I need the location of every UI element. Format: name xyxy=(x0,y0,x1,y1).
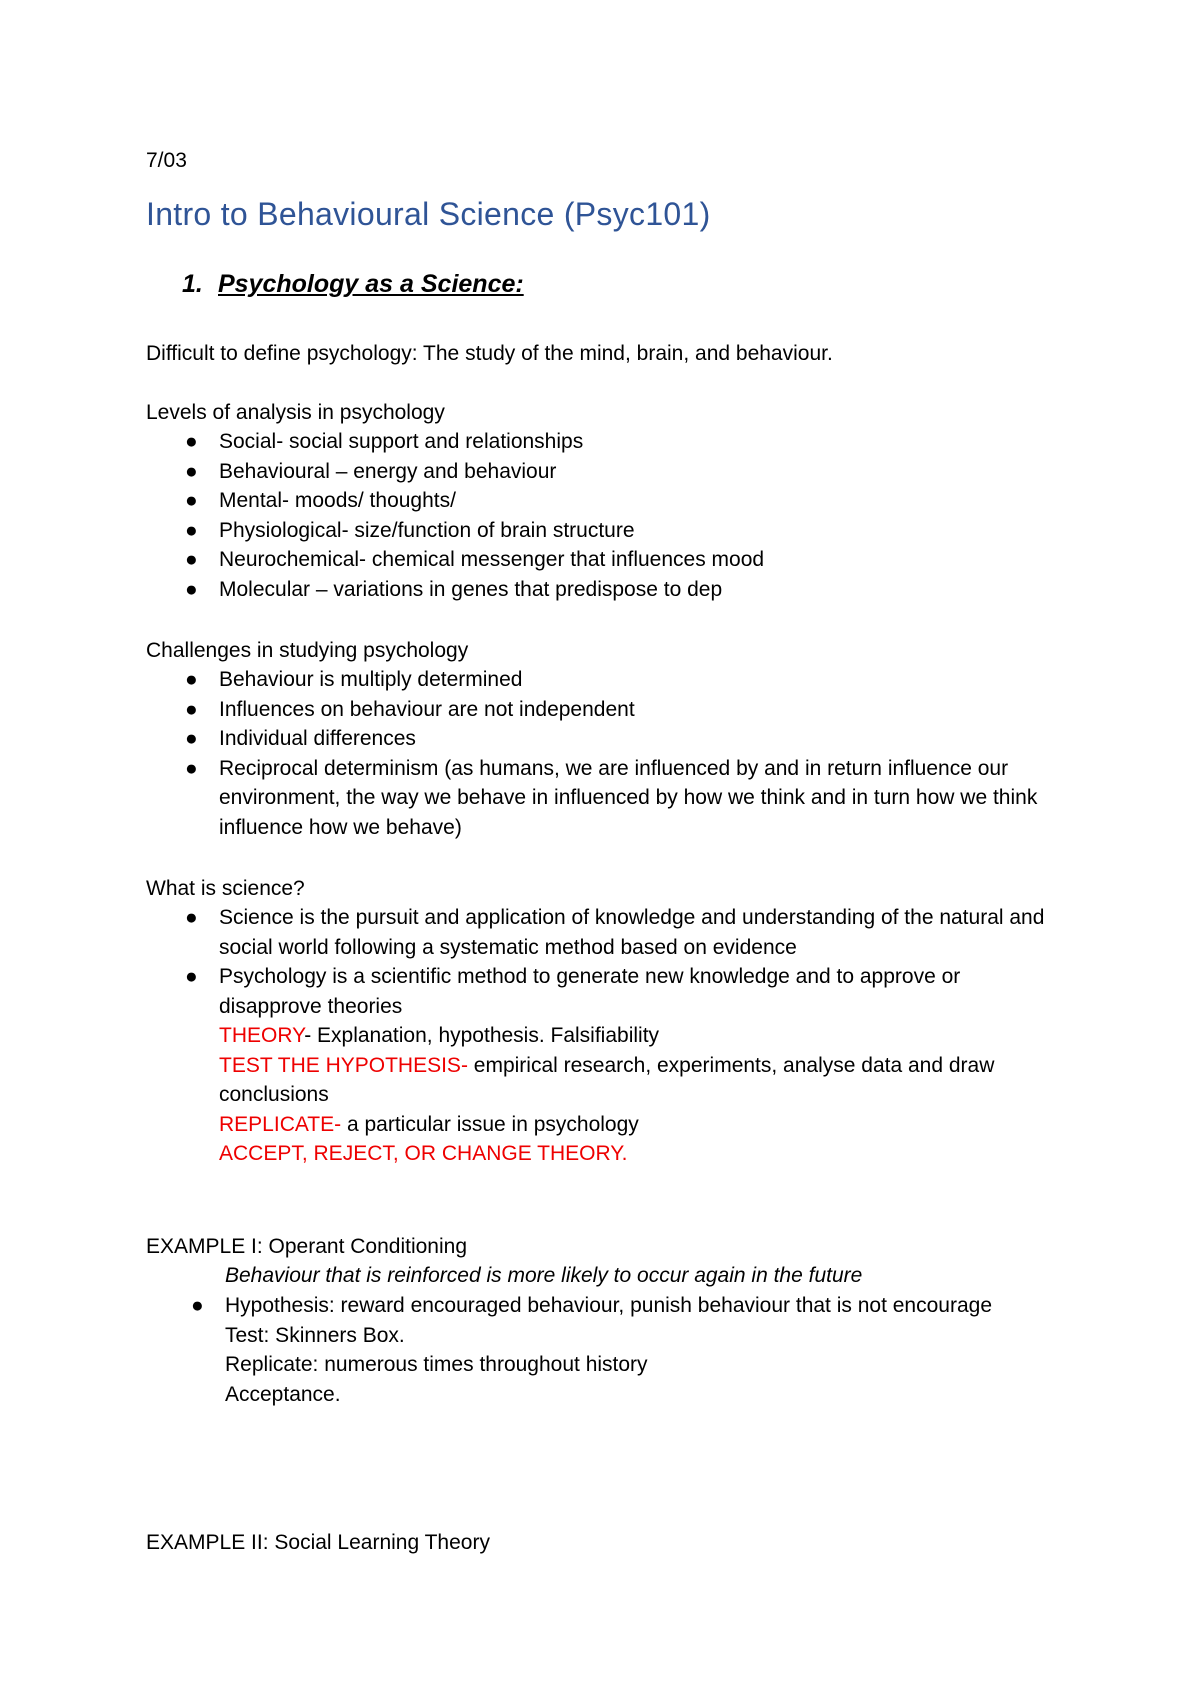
list-item xyxy=(146,695,1066,725)
document-title: Intro to Behavioural Science (Psyc101) xyxy=(146,196,711,232)
list-item-text: Behaviour is multiply determined xyxy=(219,668,523,691)
section-heading xyxy=(182,270,524,299)
list-item xyxy=(146,457,1066,487)
definition-paragraph: Difficult to define psychology: The study of the mind, brain, and behaviour. xyxy=(146,342,833,365)
bullet-icon: ● xyxy=(185,756,198,780)
step-keyword: TEST THE HYPOTHESIS- xyxy=(219,1053,468,1077)
list-item xyxy=(146,575,1066,605)
list-item xyxy=(146,516,1066,546)
example1-list xyxy=(152,1291,1072,1409)
list-item-text: Physiological- size/function of brain structure xyxy=(219,518,635,542)
list-item xyxy=(146,486,1066,516)
bullet-icon: ● xyxy=(185,727,198,750)
bullet-icon: ● xyxy=(185,518,198,542)
example1-acceptance: Acceptance. xyxy=(225,1382,341,1406)
list-item xyxy=(152,1291,1072,1409)
example1-hypothesis: Hypothesis: reward encouraged behaviour, punish behaviour that is not encourage xyxy=(225,1294,993,1317)
list-item-text: Psychology is a scientific method to generate new knowledge and to approve or disapprove theories xyxy=(219,965,961,1018)
example2-label: EXAMPLE II: Social Learning Theory xyxy=(146,1531,490,1554)
challenges-label: Challenges in studying psychology xyxy=(146,639,469,662)
step-text: empirical research, experiments, analyse data and draw conclusions xyxy=(219,1053,995,1106)
list-item-text: Social- social support and relationships xyxy=(219,430,584,453)
note-date: 7/03 xyxy=(146,149,187,172)
science-step xyxy=(219,1139,1066,1169)
bullet-icon: ● xyxy=(185,548,198,571)
example1-label: EXAMPLE I: Operant Conditioning xyxy=(146,1235,468,1258)
step-text: a particular issue in psychology xyxy=(341,1112,639,1136)
bullet-icon: ● xyxy=(185,965,198,988)
levels-label: Levels of analysis in psychology xyxy=(146,401,445,424)
list-item xyxy=(146,754,1066,843)
bullet-icon: ● xyxy=(185,906,198,929)
levels-list xyxy=(146,427,1066,604)
science-step xyxy=(219,1051,1066,1110)
step-keyword: ACCEPT, REJECT, OR CHANGE THEORY. xyxy=(219,1142,628,1165)
example1-replicate: Replicate: numerous times throughout history xyxy=(225,1353,648,1376)
bullet-icon: ● xyxy=(185,430,198,453)
list-item-text: Behavioural – energy and behaviour xyxy=(219,459,557,483)
science-step xyxy=(219,1110,1066,1140)
list-item-text: Influences on behaviour are not independent xyxy=(219,697,635,721)
section-number: 1. xyxy=(182,270,203,298)
bullet-icon: ● xyxy=(185,668,198,691)
science-label: What is science? xyxy=(146,877,305,900)
science-list xyxy=(146,903,1066,1169)
bullet-icon: ● xyxy=(185,489,198,512)
list-item xyxy=(146,427,1066,457)
step-text: - Explanation, hypothesis. Falsifiability xyxy=(304,1024,660,1047)
list-item-text: Reciprocal determinism (as humans, we are influenced by and in return influence our environment, the way we behave in influenced by how we think and in turn how we think influence how we behave) xyxy=(219,756,1038,839)
list-item-text: Individual differences xyxy=(219,727,416,750)
list-item-text: Molecular – variations in genes that predispose to dep xyxy=(219,577,723,601)
bullet-icon: ● xyxy=(191,1294,204,1317)
list-item xyxy=(146,665,1066,695)
bullet-icon: ● xyxy=(185,697,198,721)
list-item xyxy=(146,962,1066,1169)
list-item xyxy=(146,724,1066,754)
list-item xyxy=(146,903,1066,962)
list-item-text: Neurochemical- chemical messenger that influences mood xyxy=(219,548,765,571)
science-step xyxy=(219,1021,1066,1051)
step-keyword: THEORY xyxy=(219,1024,305,1047)
example1-test: Test: Skinners Box. xyxy=(225,1323,405,1347)
bullet-icon: ● xyxy=(185,459,198,483)
challenges-list xyxy=(146,665,1066,842)
list-item-text: Mental- moods/ thoughts/ xyxy=(219,489,456,512)
example1-subtitle: Behaviour that is reinforced is more likely to occur again in the future xyxy=(225,1264,863,1287)
bullet-icon: ● xyxy=(185,577,198,601)
section-heading-text: Psychology as a Science: xyxy=(218,270,524,298)
step-keyword: REPLICATE- xyxy=(219,1112,342,1136)
list-item-text: Science is the pursuit and application of knowledge and understanding of the natural and social world following a systematic method based on evidence xyxy=(219,906,1045,959)
list-item xyxy=(146,545,1066,575)
